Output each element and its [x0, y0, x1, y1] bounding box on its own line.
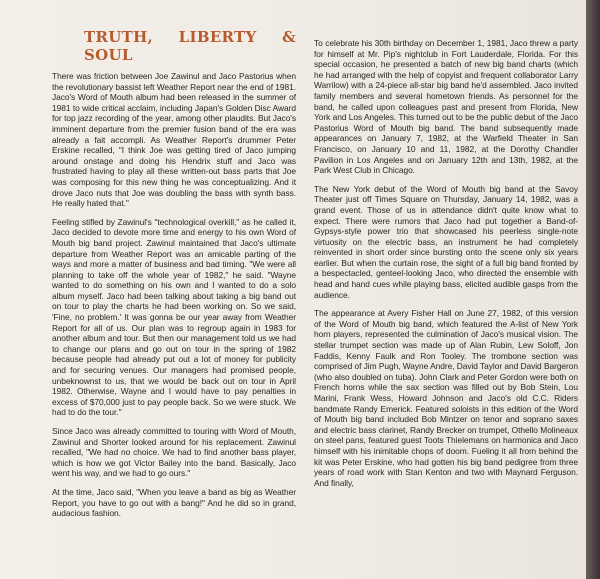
paragraph: The appearance at Avery Fisher Hall on June 27, 1982, of this version of the Word of Mouth big band, which featured the A-list of New York horn players, represented the culmination of Jaco's musical vision. The stellar trumpet section was made up of Alan Rubin, Lew Soloff, Jon Faddis, Kenny Faulk and Ron Tooley. The trombone section was comprised of Jim Pugh, Wayne Andre, David Taylor and David Bargeron (who also doubled on tuba). John Clark and Peter Gordon were both on French horns while the sax section was filled out by Bob Stein, Lou Marini, Frank Wess, Howard Johnson and Jaco's old C.C. Riders bandmate Randy Emerick. Featured soloists in this edition of the Word of Mouth big band included Bob Mintzer on tenor and soprano saxes and electric bass clarinet, Randy Brecker on trumpet, Othello Molineaux on steel pans, featured guest Toots Thielemans on harmonica and Jaco himself with his inimitable chops of doom. Fueling it all from behind the kit was Peter Erskine, who had gotten his big band pedigree from three years of road work with Stan Kenton and two with Maynard Ferguson. And finally,	[314, 308, 578, 488]
paragraph: To celebrate his 30th birthday on December 1, 1981, Jaco threw a party for himself at Mr. Pip's nightclub in Fort Lauderdale, Florida. For this special occasion, he presented a batch of new big band charts (which he had arranged with the help of copyist and frequent collaborator Larry Warrilow) with a 24-piece all-star big band he'd assembled. Jaco invited family members and several hometown friends. As personnel for the band, he called upon colleagues past and present from Florida, New York and Los Angeles. This turned out to be the public debut of the Jaco Pastorius Word of Mouth big band. The band subsequently made appearances on January 7, 1982, at the Warfield Theater in San Francisco, on January 10 and 11, 1982, at the Dorothy Chandler Pavilion in Los Angeles and on January 12th and 13th, 1982, at the Park West Club in Chicago.	[314, 38, 578, 176]
right-column	[304, 0, 586, 496]
left-column	[0, 0, 302, 527]
page-edge	[586, 0, 600, 579]
paragraph: At the time, Jaco said, "When you leave a band as big as Weather Report, you have to go out with a bang!" And he did so in grand, audacious fashion.	[52, 486, 296, 519]
paragraph: There was friction between Joe Zawinul and Jaco Pastorius when the revolutionary bassist left Weather Report near the end of 1981. Jaco's Word of Mouth album had been released in the summer of 1981 to wide critical acclaim, including Japan's Golden Disc Award for top jazz recording of the year, among other plaudits. But Jaco's imminent departure from the premier fusion band of the era was already a fait accompli. As Weather Report's drummer Peter Erskine recalled, "I think Joe was getting tired of Jaco jumping around onstage and doing his Hendrix stuff and Jaco was frustrated having to play all these written-out bass parts that Joe was composing for this new thing he was conceptualizing. And it drove Jaco nuts that Joe was doubling the bass with synth bass. He really hated that."	[52, 71, 296, 209]
paragraph: The New York debut of the Word of Mouth big band at the Savoy Theater just off Times Square on Thursday, January 14, 1982, was a grand event. Those of us in attendance didn't quite know what to expect. There were rumors that Jaco had put together a Band-of-Gypsys-style power trio that showcased his peerless single-note virtuosity on the electric bass, an instrument he had completely reinvented in short order since bursting onto the scene only six years earlier. But when the curtain rose, the sight of a full big band fronted by a bespectacled, genteel-looking Jaco, who directed the ensemble with head and hand cues while playing bass, elicited audible gasps from the audience.	[314, 183, 578, 300]
paragraph: Since Jaco was already committed to touring with Word of Mouth, Zawinul and Shorter looked around for his replacement. Zawinul recalled, "We had no choice. We had to find another bass player, which is how we got Victor Bailey into the band. Basically, Jaco went his way, and we had to go ours."	[52, 426, 296, 479]
paragraph: Feeling stifled by Zawinul's "technological overkill," as he called it, Jaco decided to devote more time and energy to his own Word of Mouth big band project. Zawinul maintained that Jaco's ultimate departure from Weather Report was an amicable parting of the ways and more a matter of business and bad timing. "We were all planning to take off the whole year of 1982," he said. "Wayne wanted to do something on his own and I wanted to do a solo album myself. Jaco had been talking about taking a big band out on tour to play the charts he had been working on. So we said, 'Fine, no problem.' It was gonna be our year away from Weather Report for all of us. Our plan was to regroup again in 1983 for another album and tour. But then our management told us we had to change our plans and go out on tour in the spring of 1982 because people had already put out a lot of money for publicity and for securing venues. Our managers had promised people, unbeknownst to us, that we would be back out on tour in April 1982. Otherwise, Wayne and I would have to pay penalties in excess of $70,000 just to pay people back. So we were stuck. We had to do the tour."	[52, 216, 296, 418]
page-title: TRUTH, LIBERTY & SOUL	[84, 28, 296, 64]
